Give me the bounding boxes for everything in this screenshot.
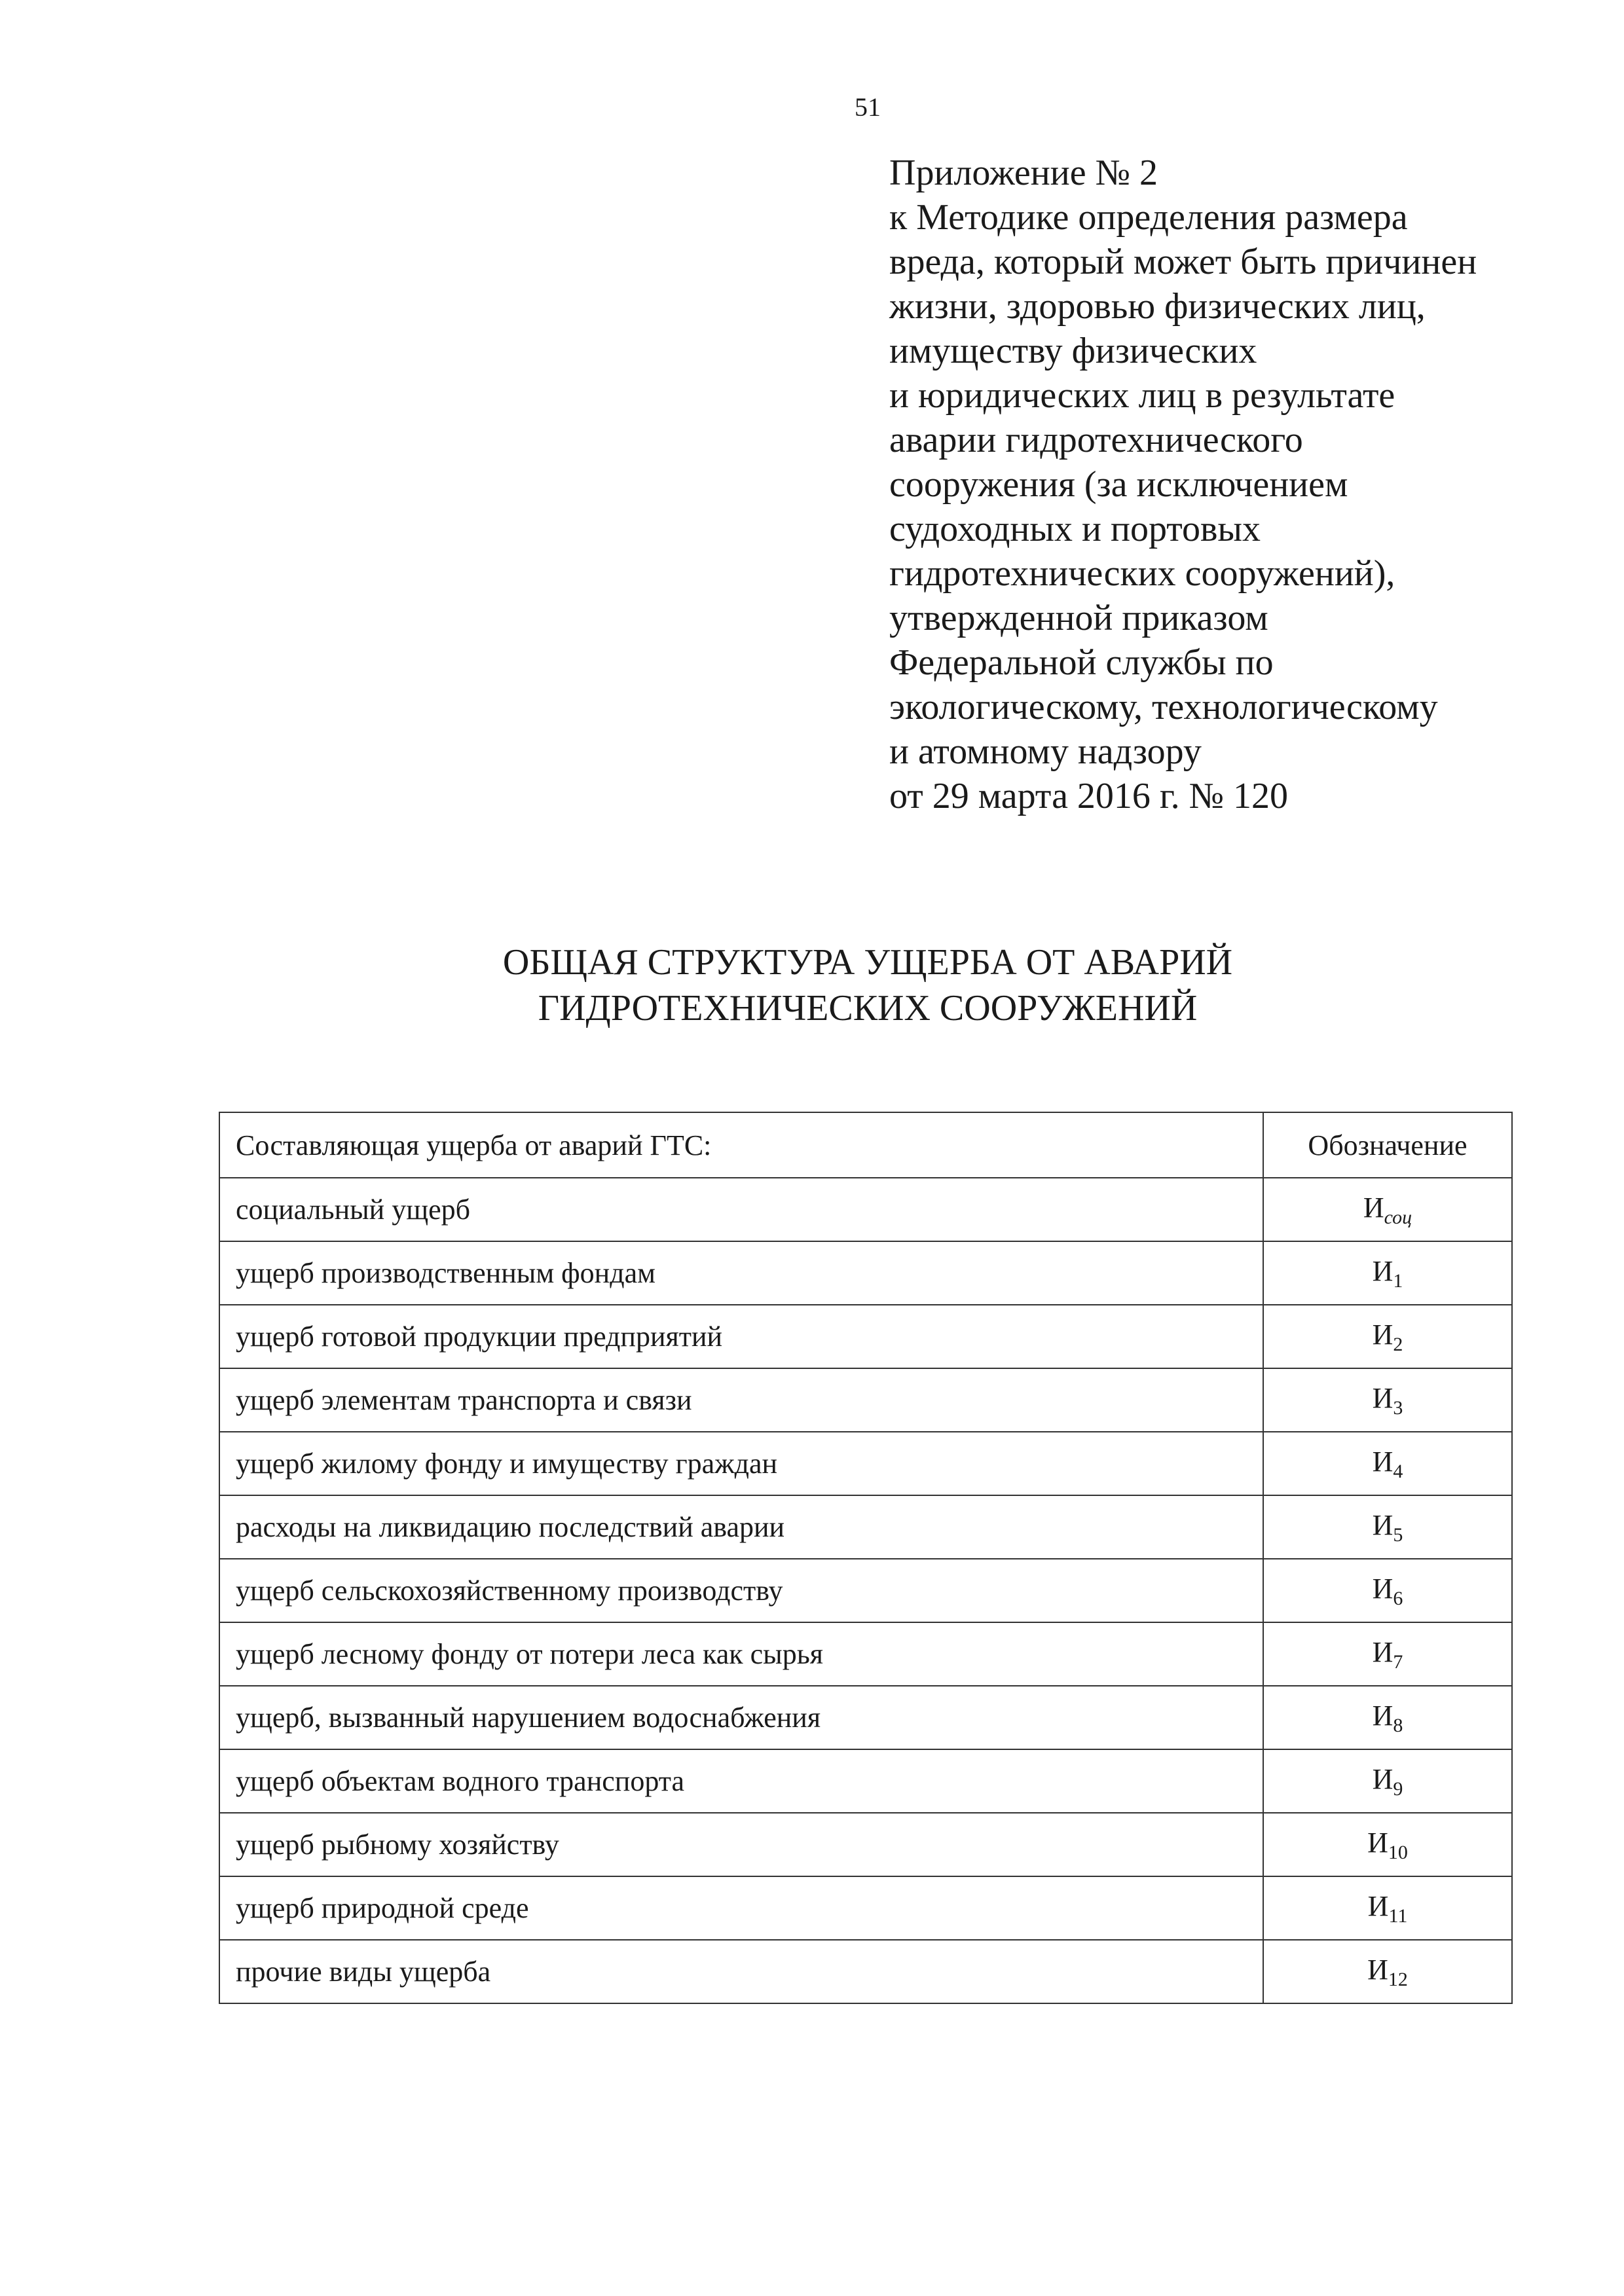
appendix-line: жизни, здоровью физических лиц, — [889, 286, 1426, 327]
header-symbol: Обозначение — [1263, 1112, 1512, 1178]
row-symbol — [1263, 1559, 1512, 1622]
table-row — [219, 1432, 1512, 1495]
table-header-row — [219, 1112, 1512, 1178]
table-row — [219, 1622, 1512, 1686]
row-symbol — [1263, 1940, 1512, 2003]
appendix-line: экологическому, технологическому — [889, 687, 1438, 727]
row-component: ущерб готовой продукции предприятий — [219, 1305, 1263, 1368]
symbol-base: И — [1372, 1381, 1393, 1414]
appendix-header — [889, 151, 1583, 818]
table-row — [219, 1241, 1512, 1305]
symbol-base: И — [1372, 1254, 1393, 1287]
row-symbol — [1263, 1305, 1512, 1368]
table-row — [219, 1686, 1512, 1749]
row-component: ущерб природной среде — [219, 1876, 1263, 1940]
appendix-line: и атомному надзору — [889, 731, 1202, 772]
symbol-base: И — [1372, 1508, 1393, 1541]
symbol-subscript: 12 — [1388, 1968, 1408, 1990]
row-symbol — [1263, 1876, 1512, 1940]
damage-structure-table — [219, 1112, 1513, 2004]
row-symbol — [1263, 1368, 1512, 1432]
appendix-line: вреда, который может быть причинен — [889, 242, 1477, 282]
symbol-subscript: соц — [1384, 1206, 1412, 1228]
appendix-line: от 29 марта 2016 г. № 120 — [889, 776, 1288, 816]
table-row — [219, 1368, 1512, 1432]
symbol-subscript: 11 — [1388, 1904, 1408, 1927]
table-row — [219, 1305, 1512, 1368]
row-component: ущерб жилому фонду и имуществу граждан — [219, 1432, 1263, 1495]
row-component: ущерб, вызванный нарушением водоснабжения — [219, 1686, 1263, 1749]
title-line: ОБЩАЯ СТРУКТУРА УЩЕРБА ОТ АВАРИЙ — [502, 942, 1233, 983]
symbol-base: И — [1372, 1762, 1393, 1795]
symbol-base: И — [1367, 1953, 1388, 1986]
row-component: социальный ущерб — [219, 1178, 1263, 1241]
symbol-subscript: 7 — [1393, 1650, 1403, 1673]
symbol-subscript: 6 — [1393, 1587, 1403, 1609]
symbol-base: И — [1372, 1572, 1393, 1605]
row-symbol — [1263, 1686, 1512, 1749]
table-row — [219, 1495, 1512, 1559]
appendix-line: имуществу физических — [889, 331, 1257, 371]
symbol-base: И — [1363, 1191, 1384, 1224]
symbol-subscript: 10 — [1388, 1841, 1408, 1863]
symbol-subscript: 1 — [1393, 1269, 1403, 1292]
appendix-line: к Методике определения размера — [889, 197, 1408, 238]
title-line: ГИДРОТЕХНИЧЕСКИХ СООРУЖЕНИЙ — [538, 988, 1198, 1029]
appendix-line: судоходных и портовых — [889, 509, 1261, 549]
appendix-line: Приложение № 2 — [889, 153, 1158, 193]
row-symbol — [1263, 1749, 1512, 1813]
symbol-subscript: 4 — [1393, 1460, 1403, 1482]
row-symbol — [1263, 1241, 1512, 1305]
document-title — [0, 939, 1624, 1031]
symbol-subscript: 9 — [1393, 1777, 1403, 1800]
table-row — [219, 1559, 1512, 1622]
symbol-subscript: 3 — [1393, 1396, 1403, 1419]
row-component: ущерб объектам водного транспорта — [219, 1749, 1263, 1813]
appendix-line: утвержденной приказом — [889, 598, 1268, 638]
header-component: Составляющая ущерба от аварий ГТС: — [219, 1112, 1263, 1178]
symbol-base: И — [1372, 1445, 1393, 1478]
symbol-subscript: 8 — [1393, 1714, 1403, 1736]
row-symbol — [1263, 1432, 1512, 1495]
appendix-line: аварии гидротехнического — [889, 420, 1303, 460]
row-component: ущерб элементам транспорта и связи — [219, 1368, 1263, 1432]
table-row — [219, 1876, 1512, 1940]
table-row — [219, 1749, 1512, 1813]
appendix-line: и юридических лиц в результате — [889, 375, 1395, 416]
symbol-base: И — [1372, 1699, 1393, 1732]
symbol-base: И — [1372, 1318, 1393, 1351]
symbol-subscript: 2 — [1393, 1333, 1403, 1355]
row-symbol — [1263, 1813, 1512, 1876]
appendix-line: Федеральной службы по — [889, 642, 1274, 683]
table-row — [219, 1813, 1512, 1876]
table-row — [219, 1940, 1512, 2003]
row-component: ущерб рыбному хозяйству — [219, 1813, 1263, 1876]
row-symbol — [1263, 1622, 1512, 1686]
row-component: ущерб лесному фонду от потери леса как сырья — [219, 1622, 1263, 1686]
row-symbol — [1263, 1495, 1512, 1559]
row-component: расходы на ликвидацию последствий аварии — [219, 1495, 1263, 1559]
appendix-line: гидротехнических сооружений), — [889, 553, 1395, 594]
row-component: ущерб сельскохозяйственному производству — [219, 1559, 1263, 1622]
symbol-subscript: 5 — [1393, 1523, 1403, 1546]
row-component: прочие виды ущерба — [219, 1940, 1263, 2003]
page-number: 51 — [855, 92, 881, 122]
row-symbol — [1263, 1178, 1512, 1241]
row-component: ущерб производственным фондам — [219, 1241, 1263, 1305]
symbol-base: И — [1367, 1889, 1389, 1922]
table-row — [219, 1178, 1512, 1241]
symbol-base: И — [1367, 1826, 1388, 1859]
symbol-base: И — [1372, 1635, 1393, 1668]
appendix-line: сооружения (за исключением — [889, 464, 1348, 505]
